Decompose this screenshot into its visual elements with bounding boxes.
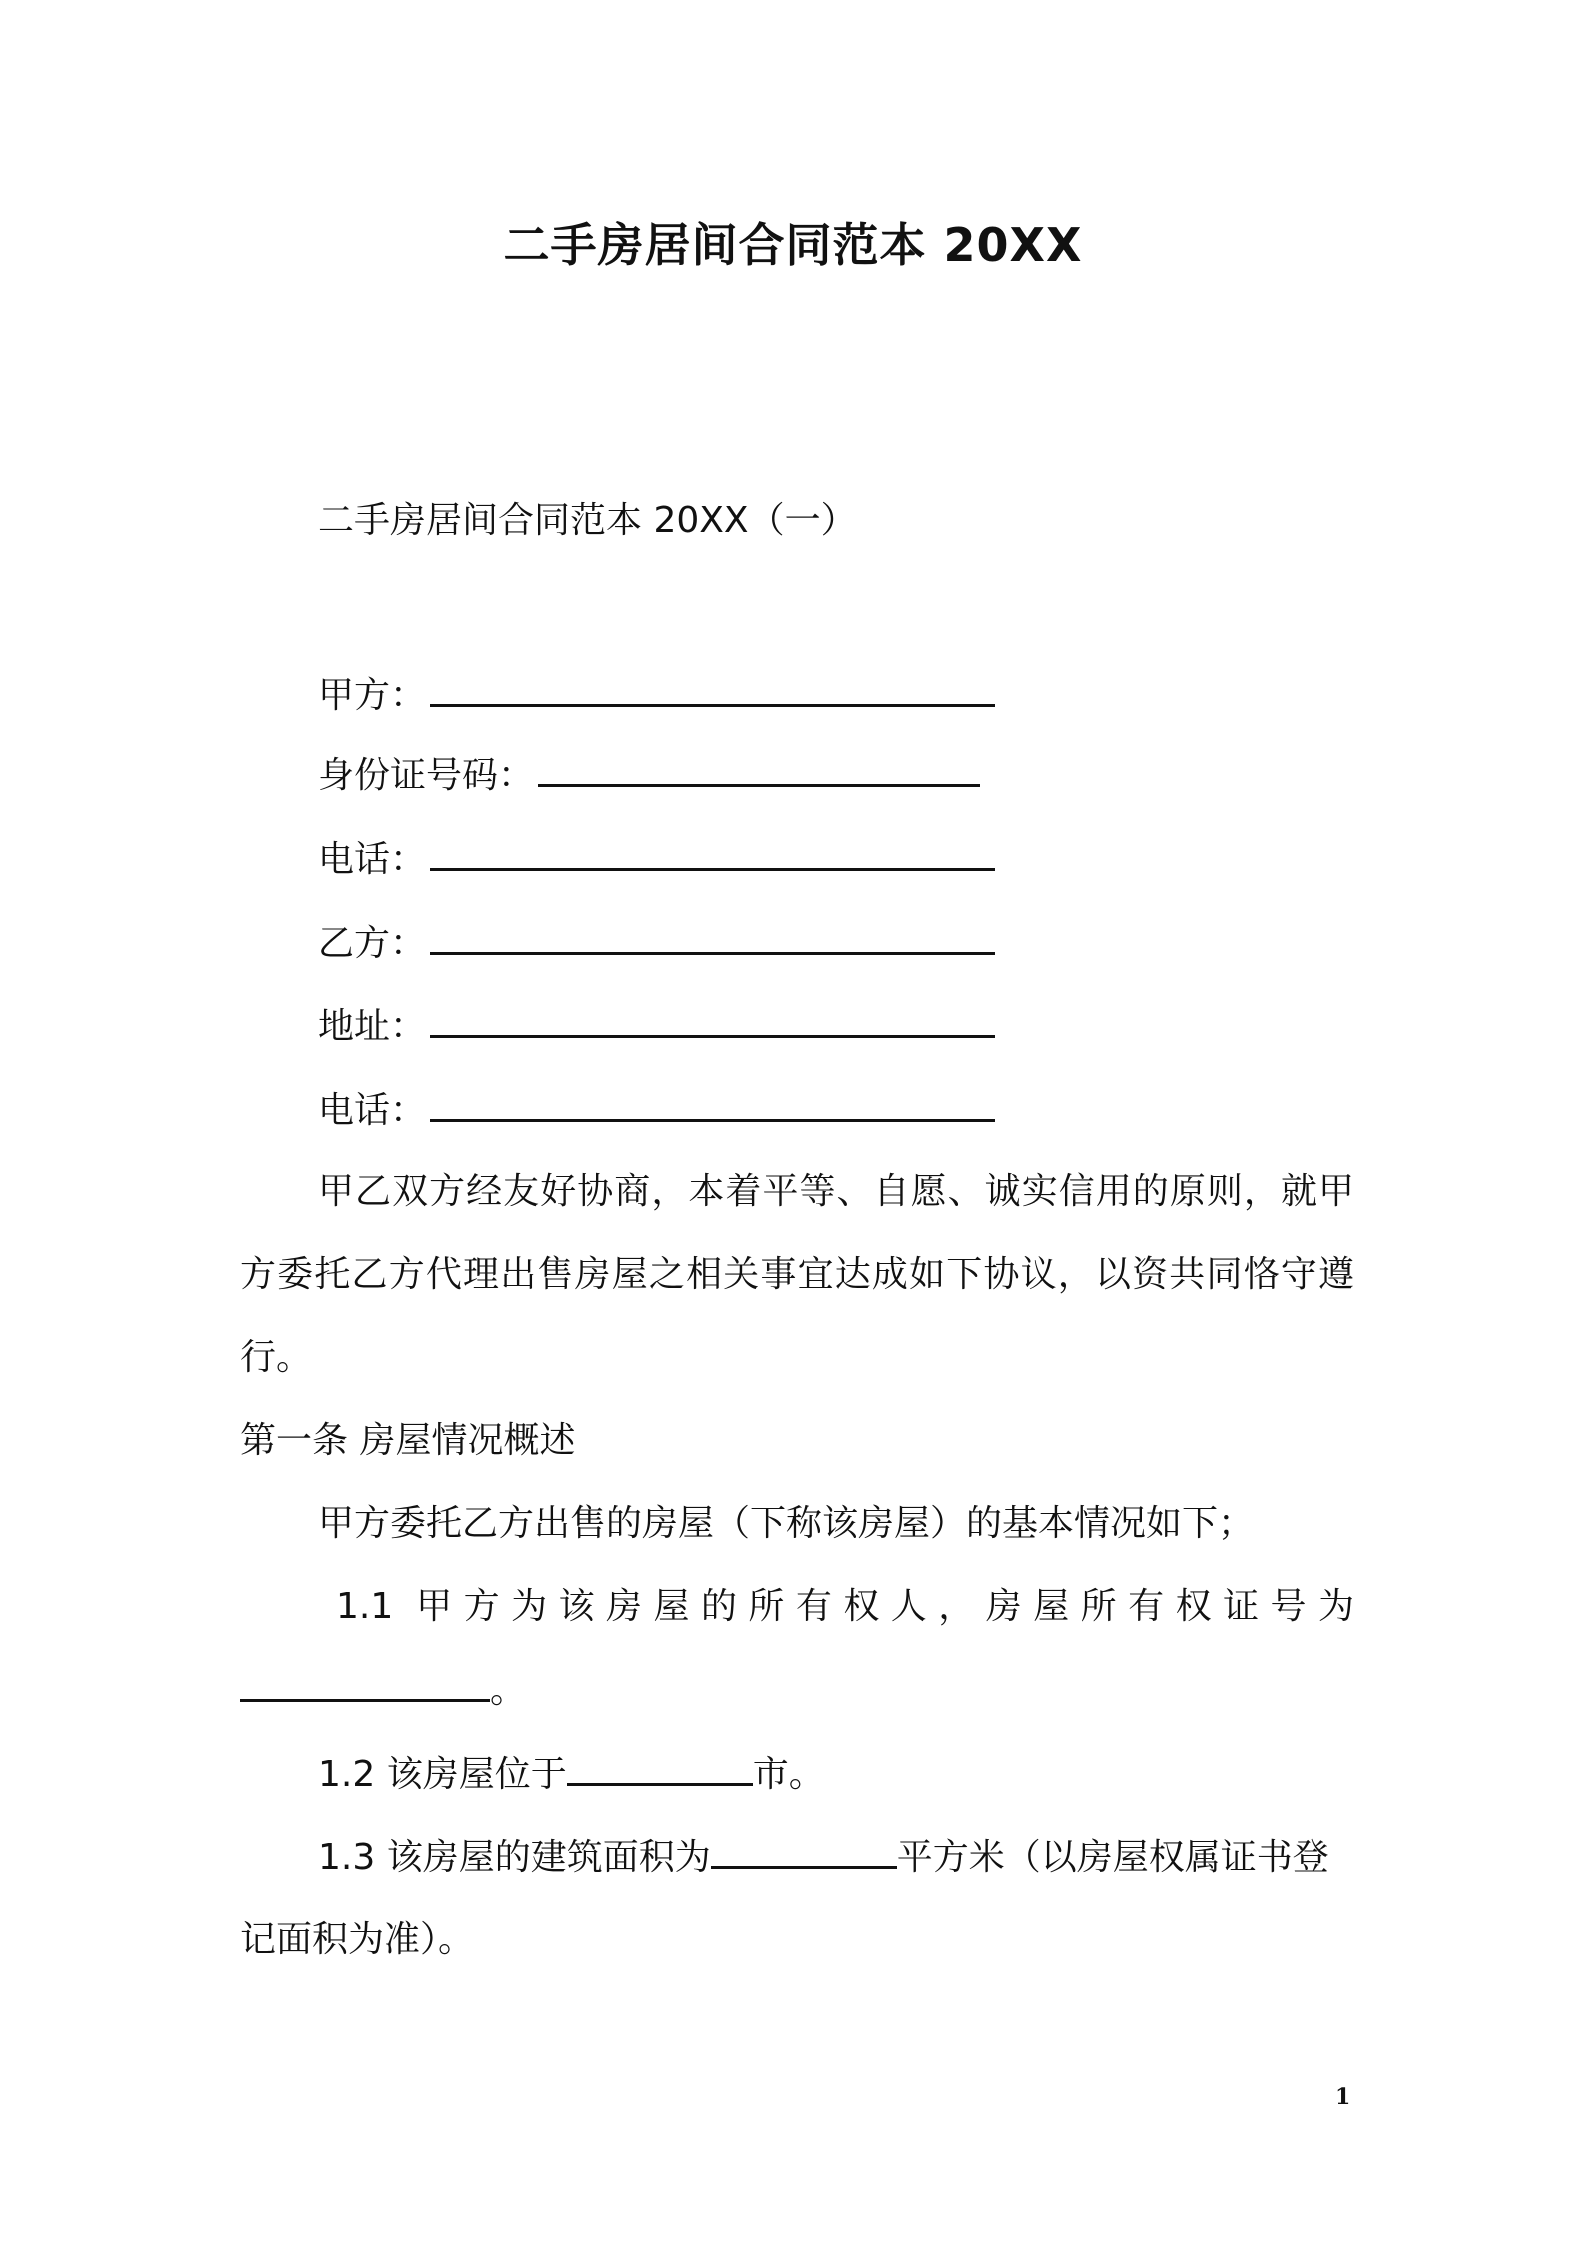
address-label: 地址： — [318, 1006, 427, 1047]
phone-b-blank — [430, 1083, 995, 1122]
address-blank — [430, 999, 995, 1038]
phone-a-label: 电话： — [318, 839, 427, 880]
item-1-2-prefix: 1.2 该房屋位于 — [318, 1754, 567, 1795]
address-field — [318, 999, 995, 1054]
item-1-2 — [318, 1747, 825, 1802]
certificate-number-blank — [240, 1663, 490, 1702]
id-number-field — [318, 748, 980, 803]
phone-b-label: 电话： — [318, 1090, 427, 1131]
intro-line-3: 行。 — [240, 1337, 313, 1378]
article-1-heading: 第一条 房屋情况概述 — [240, 1420, 576, 1461]
page-number: 1 — [1335, 2084, 1351, 2110]
item-1-3-line-2: 记面积为准）。 — [240, 1919, 475, 1960]
id-number-label: 身份证号码： — [318, 755, 535, 796]
intro-line-2: 方委托乙方代理出售房屋之相关事宜达成如下协议，以资共同恪守遵 — [240, 1254, 1354, 1295]
item-1-2-suffix: 市。 — [752, 1754, 825, 1795]
intro-line-1: 甲乙双方经友好协商，本着平等、自愿、诚实信用的原则，就甲 — [318, 1171, 1354, 1212]
item-1-1-line-2 — [240, 1663, 526, 1718]
party-a-label: 甲方： — [318, 675, 427, 716]
item-1-3-prefix: 1.3 该房屋的建筑面积为 — [318, 1837, 711, 1878]
document-title: 二手房居间合同范本 20XX — [503, 218, 1083, 272]
id-number-blank — [538, 748, 980, 787]
party-a-field — [318, 668, 995, 723]
party-a-blank — [430, 668, 995, 707]
item-1-1-period: 。 — [490, 1670, 527, 1711]
area-blank — [711, 1830, 897, 1869]
phone-b-field — [318, 1083, 995, 1138]
phone-a-field — [318, 832, 995, 887]
item-1-3-line-1 — [318, 1830, 1329, 1885]
article-1-lead: 甲方委托乙方出售的房屋（下称该房屋）的基本情况如下； — [318, 1503, 1255, 1544]
party-b-label: 乙方： — [318, 923, 427, 964]
phone-a-blank — [430, 832, 995, 871]
item-1-1-line-1: 1.1 甲方为该房屋的所有权人，房屋所有权证号为 — [336, 1586, 1354, 1627]
contract-subtitle: 二手房居间合同范本 20XX（一） — [318, 500, 857, 541]
party-b-field — [318, 916, 995, 971]
item-1-3-suffix: 平方米（以房屋权属证书登 — [896, 1837, 1329, 1878]
party-b-blank — [430, 916, 995, 955]
city-blank — [567, 1747, 753, 1786]
